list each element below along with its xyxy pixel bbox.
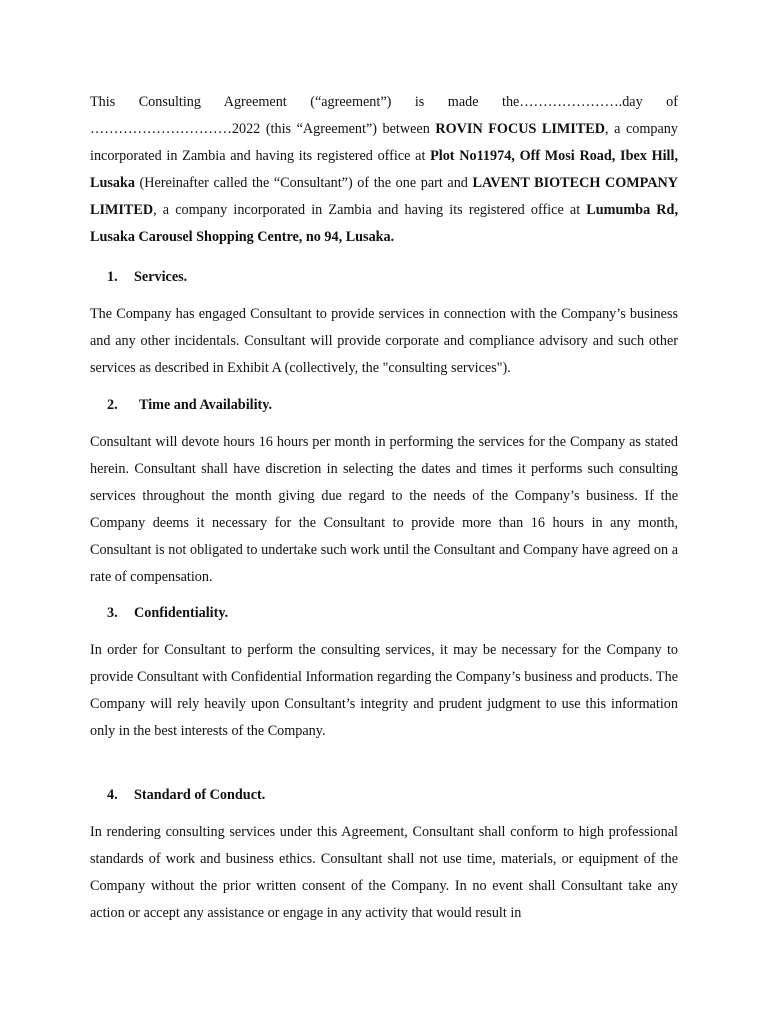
intro-paragraph (90, 89, 678, 250)
document-content (90, 89, 678, 936)
section-body-time-availability: Consultant will devote hours 16 hours per month in performing the services for the Company as stated herein. Consultant shall have discretion in selecting the dates and times it performs such consulting services throughout the month giving due regard to the needs of the Company’s business. If the Company deems it necessary for the Consultant to provide more than 16 hours in any month, Consultant is not obligated to undertake such work until the Consultant and Company have agreed on a rate of compensation. (90, 433, 678, 585)
intro-text-4: , a company incorporated in Zambia and having its registered office at (153, 201, 587, 218)
intro-text-2: , a company incorporated in Zambia and having its registered office at (90, 120, 678, 164)
intro-text-1: This Consulting Agreement (“agreement”) is made the………………….day of …………………………2022 (this “Agreement”) between (90, 94, 678, 137)
section-heading-time-availability (90, 392, 678, 419)
section-heading-standard-of-conduct (90, 782, 678, 809)
blank-line (90, 755, 678, 782)
section-body-standard-of-conduct: In rendering consulting services under this Agreement, Consultant shall conform to high professional standards of work and business ethics. Consultant shall not use time, materials, or equipment of the Company without the prior written consent of the Company. In no event shall Consultant take any action or accept any assistance or engage in any activity that would result in (90, 823, 678, 921)
section-heading-confidentiality (90, 600, 678, 627)
section-title: Time and Availability. (139, 397, 273, 414)
section-title: Services. (134, 269, 188, 286)
section-body-confidentiality: In order for Consultant to perform the consulting services, it may be necessary for the Company to provide Consultant with Confidential Information regarding the Company’s business and products. The Company will rely heavily upon Consultant’s integrity and prudent judgment to use this information only in the best interests of the Company. (90, 642, 678, 740)
consultant-address: Plot No11974, Off Mosi Road, Ibex Hill, Lusaka (90, 147, 678, 191)
section-number: 2. (107, 397, 118, 414)
section-heading-services (90, 264, 678, 291)
consultant-company-name: ROVIN FOCUS LIMITED (435, 120, 605, 137)
section-title: Confidentiality. (134, 605, 229, 622)
client-address: Lumumba Rd, Lusaka Carousel Shopping Centre, no 94, Lusaka. (90, 201, 678, 245)
section-body-services: The Company has engaged Consultant to provide services in connection with the Company’s business and any other incidentals. Consultant will provide corporate and compliance advisory and such other services as described in Exhibit A (collectively, the "consulting services"). (90, 306, 678, 377)
section-number: 3. (107, 605, 118, 622)
section-number: 4. (107, 786, 118, 803)
intro-text-3: (Hereinafter called the “Consultant”) of the one part and (134, 174, 473, 191)
section-title: Standard of Conduct. (134, 786, 266, 803)
section-number: 1. (107, 269, 118, 286)
client-company-name: LAVENT BIOTECH COMPANY LIMITED (90, 174, 678, 218)
